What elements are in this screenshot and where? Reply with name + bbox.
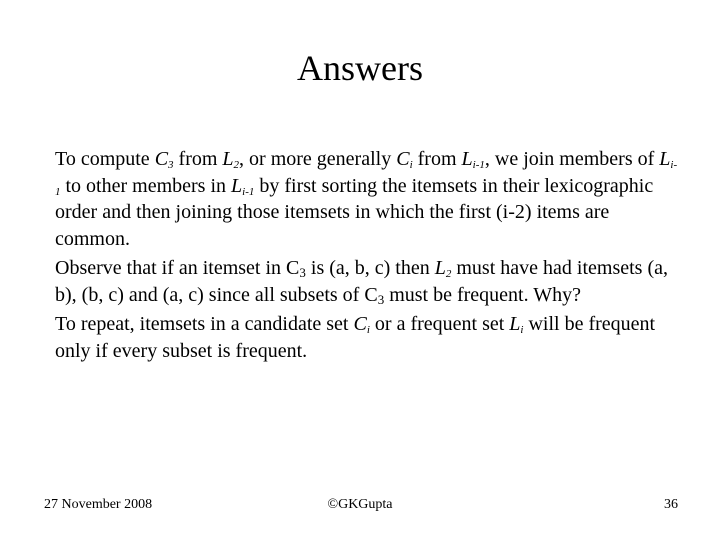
variable: L	[231, 174, 243, 197]
text: or a frequent set	[369, 313, 510, 335]
page-number: 36	[664, 497, 678, 512]
text: To compute	[55, 148, 155, 170]
subscript: 2	[445, 268, 452, 280]
variable: L	[659, 148, 671, 170]
variable: C	[154, 148, 169, 170]
text: from	[412, 148, 462, 170]
text: , we join members of	[484, 148, 660, 170]
subscript: 3	[377, 291, 385, 307]
subscript: i	[366, 324, 370, 336]
text: will be frequent only if every subset is frequent.	[55, 313, 656, 362]
subscript: 3	[299, 265, 306, 280]
paragraph-2	[55, 255, 680, 308]
text: to other members in	[60, 174, 232, 197]
subscript: i-1	[55, 159, 678, 198]
paragraph-3	[55, 311, 680, 364]
footer-date: 27 November 2008	[44, 497, 153, 512]
footer-author: ©GKGupta	[327, 497, 393, 512]
slide-title: Answers	[297, 48, 423, 88]
subscript: i	[520, 324, 524, 336]
variable: C	[396, 148, 410, 170]
subscript: i-1	[472, 159, 485, 171]
text: from	[173, 148, 223, 170]
variable: L	[461, 148, 473, 170]
text: must have had itemsets (a, b), (b, c) and (a, c) since all subsets of C	[55, 257, 668, 306]
variable: L	[434, 257, 446, 279]
text: is (a, b, c) then	[305, 257, 435, 279]
subscript: 3	[168, 159, 174, 171]
subscript: i-1	[242, 185, 255, 198]
subscript: i	[409, 159, 413, 171]
text: Observe that if an itemset in C	[55, 257, 300, 279]
text: , or more generally	[239, 148, 397, 170]
text: by first sorting the itemsets in their lexicographic order and then joining those itemsets in which the first (i-2) items are common.	[55, 174, 654, 250]
variable: L	[509, 313, 521, 335]
slide-body	[55, 146, 680, 367]
subscript: 2	[233, 159, 240, 171]
variable: C	[353, 313, 367, 335]
paragraph-1	[55, 146, 680, 252]
text: To repeat, itemsets in a candidate set	[55, 313, 354, 335]
text: must be frequent. Why?	[384, 283, 581, 306]
variable: L	[222, 148, 234, 170]
